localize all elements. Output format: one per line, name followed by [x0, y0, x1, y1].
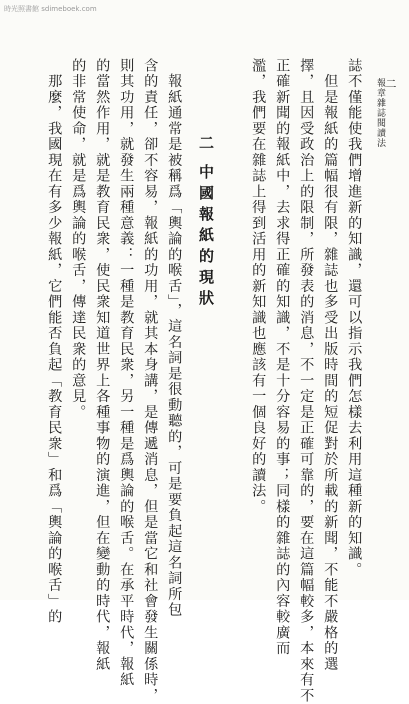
text-column: 那麼，我國現在有多少報紙，它們能否負起「教育民衆」和爲「輿論的喉舌」的	[46, 58, 63, 625]
text-column: 的當然作用，就是教育民衆，使民衆知道世界上各種事物的演進，但在變動的時代，報紙	[94, 58, 111, 673]
text-column: 則其功用，就發生兩種意義：一種是教育民衆，另一種是爲輿論的喉舌。在承平時代，報紙	[118, 58, 135, 688]
text-column: 的非常使命，就是爲輿論的喉舌，傳達民衆的意見。	[70, 58, 87, 421]
section-number: 二	[197, 135, 215, 164]
watermark: 時光照書館 sdimeboek.com	[4, 5, 97, 13]
running-head: 報章雜誌閱讀法	[375, 78, 385, 148]
text-column: 但是報紙的篇幅很有限，雜誌也多受出版時間的短促對於所載的新聞，不能不嚴格的選	[322, 58, 339, 673]
text-column: 濫，我們要在雜誌上得到活用的新知識也應該有一個良好的讀法。	[250, 58, 267, 515]
section-title: 中國報紙的現狀	[197, 164, 215, 311]
text-column: 正確新聞的報紙中，去求得正確的知識，不是十分容易的事；同樣的雜誌的內容較廣而	[274, 58, 291, 657]
text-column: 報紙通常是被稱爲「輿論的喉舌」，這名詞是很動聽的，可是要負起這名詞所包	[166, 58, 183, 618]
text-column: 誌不僅能使我們增進新的知識，還可以指示我們怎樣去利用這種新的知識。	[346, 58, 363, 578]
section-heading	[196, 135, 217, 311]
page-number: 二	[384, 78, 397, 89]
text-column: 含的責任，卻不容易，報紙的功用，就其本身講，是傳遞消息，但是當它和社會發生關係時，	[142, 58, 159, 704]
text-column: 擇，且因受政治上的限制，所發表的消息，不一定是正確可靠的，要在這篇幅較多，本來有不	[298, 58, 315, 704]
